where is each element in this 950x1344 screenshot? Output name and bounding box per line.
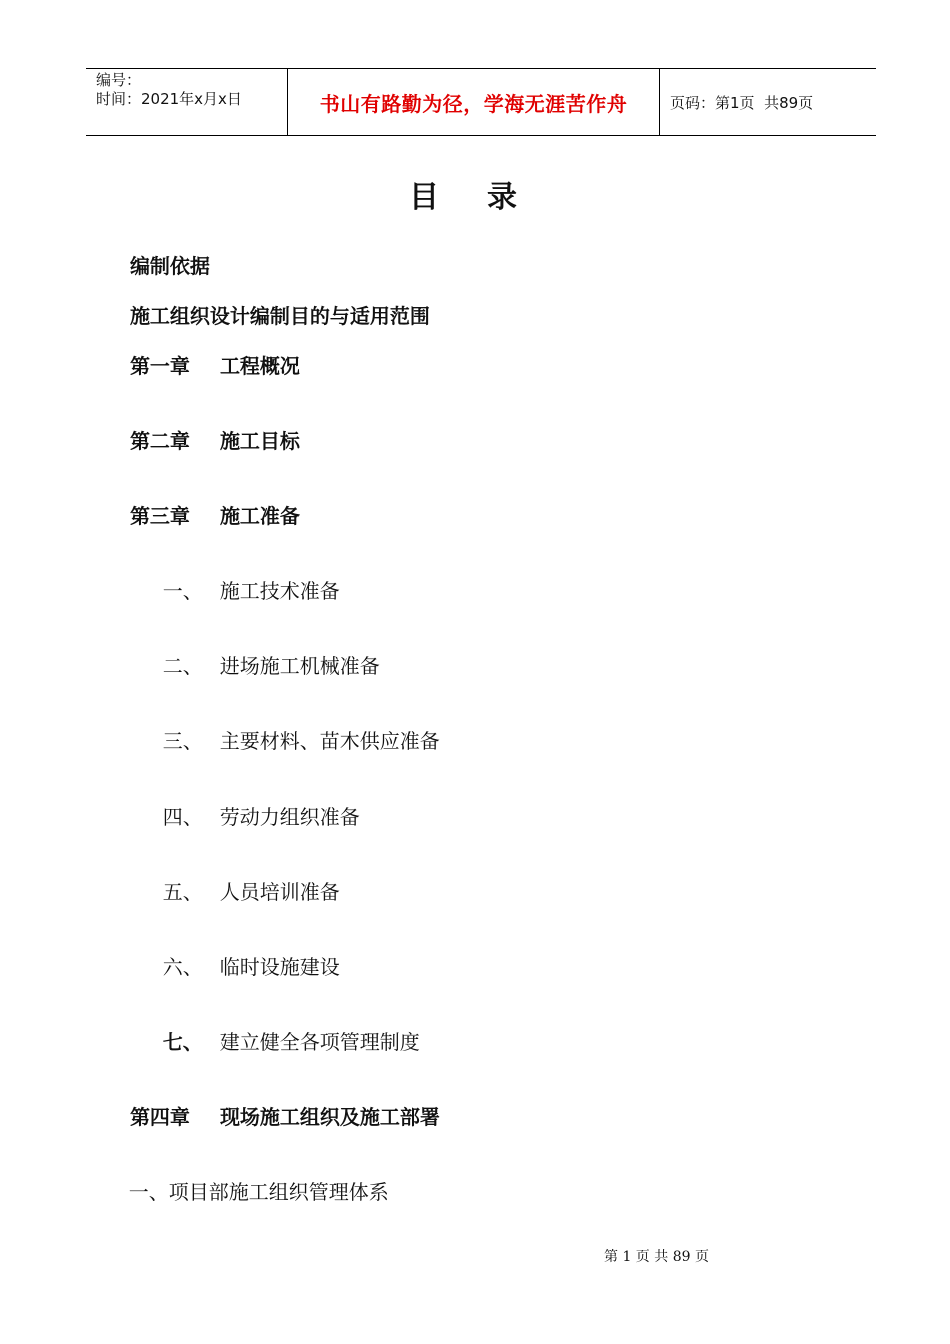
date-label: 时间：2021年x月x日 [96, 90, 242, 108]
toc-entry-section-1 [116, 1156, 389, 1204]
chapter-title: 工程概况 [219, 354, 300, 378]
subentry-number: 四、 [162, 805, 203, 829]
toc-subentry-7 [150, 1006, 420, 1054]
toc-subentry-5 [150, 856, 340, 904]
subentry-title: 人员培训准备 [219, 880, 340, 904]
chapter-title: 现场施工组织及施工部署 [219, 1105, 440, 1129]
subentry-number: 五、 [162, 880, 203, 904]
toc-subentry-1 [150, 555, 340, 603]
header-page-info [660, 69, 876, 135]
chapter-title: 施工目标 [219, 429, 300, 453]
toc-entry-text: 一、项目部施工组织管理体系 [128, 1180, 389, 1204]
subentry-number: 一、 [162, 579, 203, 603]
subentry-title: 施工技术准备 [219, 579, 340, 603]
toc-entry-chapter-1 [116, 330, 300, 378]
toc-subentry-6 [150, 931, 340, 979]
subentry-number: 七、 [162, 1030, 203, 1054]
toc-subentry-2 [150, 630, 380, 678]
subentry-number: 六、 [162, 955, 203, 979]
subentry-title: 主要材料、苗木供应准备 [219, 729, 440, 753]
toc-entry-chapter-3 [116, 480, 300, 528]
toc-entry-text: 施工组织设计编制目的与适用范围 [129, 304, 430, 328]
subentry-number: 三、 [162, 729, 203, 753]
page-footer: 第 1 页 共 89 页 [604, 1249, 709, 1265]
subentry-title: 建立健全各项管理制度 [219, 1030, 420, 1054]
chapter-number: 第四章 [129, 1105, 190, 1129]
toc-entry-basis [116, 230, 210, 278]
chapter-number: 第一章 [129, 354, 190, 378]
toc-title: 目录 [409, 180, 565, 215]
subentry-number: 二、 [162, 654, 203, 678]
toc-entry-text: 编制依据 [129, 254, 210, 278]
chapter-number: 第三章 [129, 504, 190, 528]
serial-number-label: 编号： [96, 71, 142, 89]
toc-subentry-4 [150, 781, 360, 829]
page-info-text: 页码：第1页 共89页 [670, 93, 814, 112]
header-meta [86, 69, 288, 135]
toc-entry-chapter-2 [116, 405, 300, 453]
subentry-title: 临时设施建设 [219, 955, 340, 979]
subentry-title: 劳动力组织准备 [219, 805, 360, 829]
chapter-title: 施工准备 [219, 504, 300, 528]
subentry-title: 进场施工机械准备 [219, 654, 380, 678]
toc-entry-purpose [116, 280, 430, 328]
chapter-number: 第二章 [129, 429, 190, 453]
header-motto: 书山有路勤为径，学海无涯苦作舟 [288, 69, 660, 135]
page-header [86, 68, 876, 136]
toc-subentry-3 [150, 705, 440, 753]
toc-entry-chapter-4 [116, 1081, 440, 1129]
